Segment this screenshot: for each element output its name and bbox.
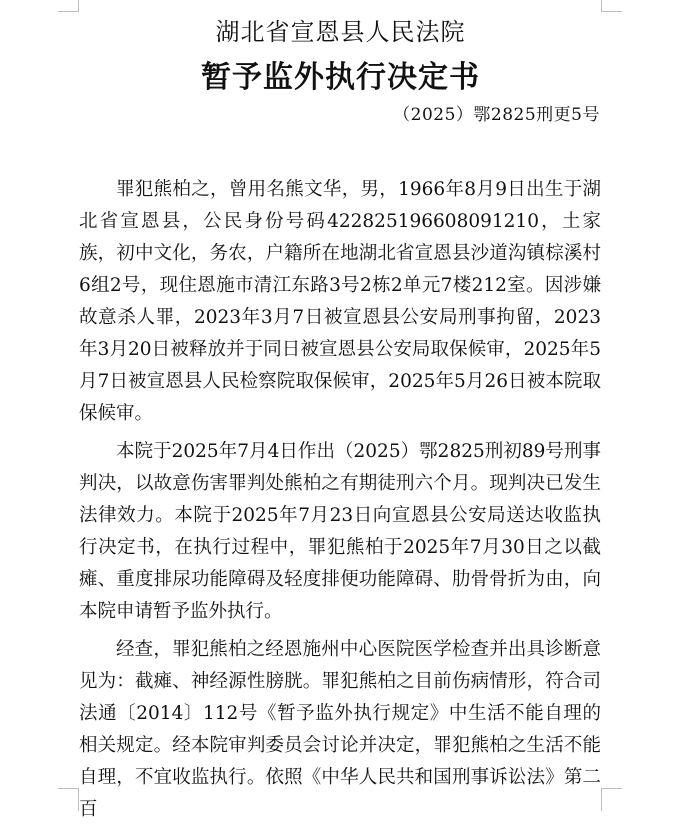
paragraph-defendant-info: 罪犯熊柏之，曾用名熊文华，男，1966年8月9日出生于湖北省宣恩县，公民身份号码422825196608091210，土家族，初中文化，务农，户籍所在地湖北省宣恩县沙道沟镇棕溪村6组2号，现住恩施市清江东路3号2栋2单元7楼212室。因涉嫌故意杀人罪，2023年3月7日被宣恩县公安局刑事拘留，2023年3月20日被释放并于同日被宣恩县公安局取保候审，2025年5月7日被宣恩县人民检察院取保候审，2025年5月26日被本院取保候审。 — [79, 179, 601, 424]
paragraph-judgment-and-application: 本院于2025年7月4日作出（2025）鄂2825刑初89号刑事判决，以故意伤害罪判处熊柏之有期徒刑六个月。现判决已发生法律效力。本院于2025年7月23日向宣恩县公安局送达收监执行决定书，在执行过程中，罪犯熊柏于2025年7月30日之以截瘫、重度排尿功能障碍及轻度排便功能障碍、肋骨骨折为由，向本院申请暂予监外执行。 — [79, 441, 601, 622]
page-corner-mark-top-left — [58, 0, 79, 12]
document-title: 暂予监外执行决定书 — [201, 60, 480, 95]
document-body — [79, 174, 601, 832]
page-corner-mark-top-right — [601, 0, 622, 12]
case-number: （2025）鄂2825刑更5号 — [393, 105, 600, 125]
page-corner-mark-bottom-left — [58, 788, 79, 811]
paragraph-findings-and-decision: 经查，罪犯熊柏之经恩施州中心医院医学检查并出具诊断意见为：截瘫、神经源性膀胱。罪犯熊柏之目前伤病情形，符合司法通〔2014〕112号《暂予监外执行规定》中生活不能自理的相关规定。经本院审判委员会讨论并决定，罪犯熊柏之生活不能自理，不宜收监执行。依照《中华人民共和国刑事诉讼法》第二百 — [79, 639, 601, 820]
court-name: 湖北省宣恩县人民法院 — [215, 18, 466, 46]
page-corner-mark-bottom-right — [601, 788, 622, 811]
